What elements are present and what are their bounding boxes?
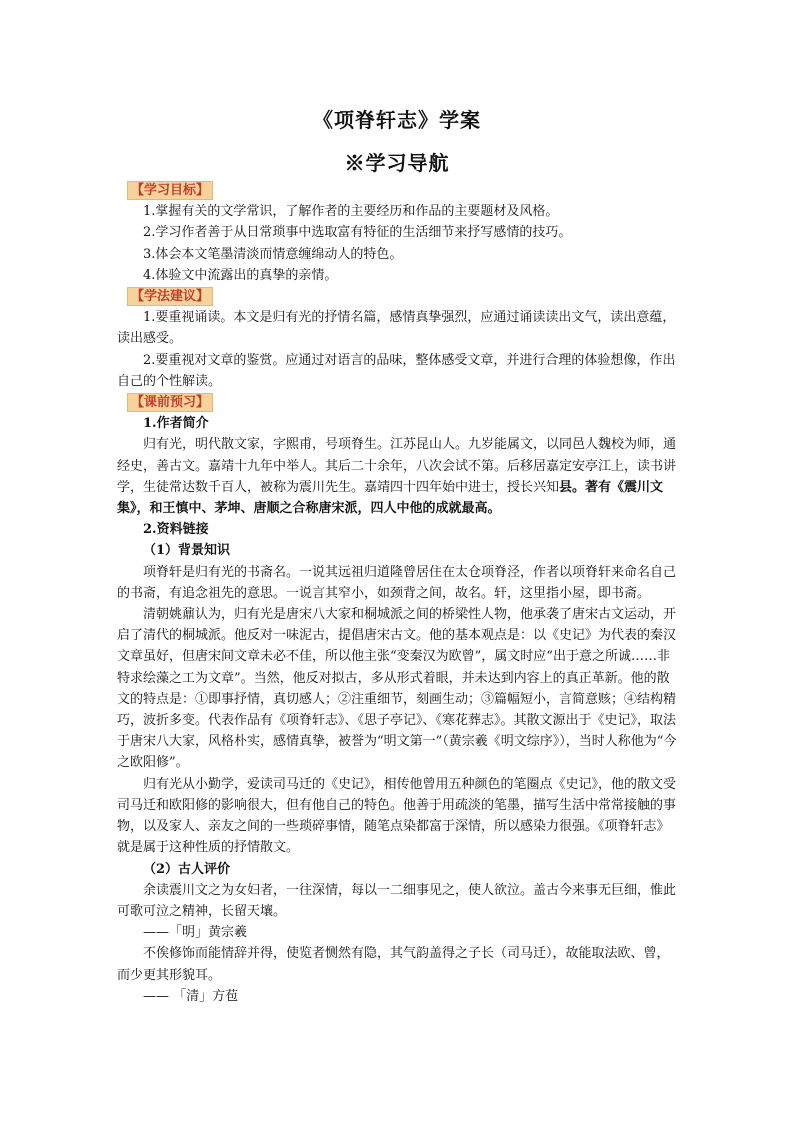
section-heading-goals: 【学习目标】 [127, 181, 213, 200]
author-text-bold: 县。著有《震川文集》，和王慎中、茅坤、唐顺之合称唐宋派，四人中他的成就最高。 [117, 479, 664, 517]
background-paragraph: 归有光从小勤学，爱读司马迁的《史记》，相传他曾用五种颜色的笔圈点《史记》，他的散文受司马迁和欧阳修的影响很大，但有他自己的特色。他善于用疏淡的笔墨，描写生活中常常接触的事物，以及家人、亲友之间的一些琐碎事情，随笔点染都富于深情，所以感染力很强。《项脊轩志》就是属于这种性质的抒情散文。 [117, 776, 677, 856]
section-heading-preview: 【课前预习】 [127, 393, 213, 412]
author-text-normal: 归有光，明代散文家，字熙甫，号项脊生。江苏昆山人。九岁能属文，以同邑人魏校为师，通经史，善古文。嘉靖十九年中举人。其后二十余年，八次会试不第。后移居嘉定安亭江上，读书讲学，生徒常达数千百人，被称为震川先生。嘉靖四十四年始中进士，授长兴知 [117, 437, 677, 495]
background-heading: （1）背景知识 [143, 543, 231, 559]
review-attribution: ——「明」黄宗羲 [143, 925, 248, 941]
section-heading-methods: 【学法建议】 [127, 287, 213, 306]
document-title: 《项脊轩志》学案 [313, 108, 481, 132]
review-attribution: —— 「清」方苞 [143, 988, 239, 1004]
method-item: 2.要重视对文章的鉴赏。应通过对语言的品味，整体感受文章，并进行合理的体验想像，作出自己的个性解读。 [117, 352, 676, 389]
background-paragraph: 清朝姚鼐认为，归有光是唐宋八大家和桐城派之间的桥梁性人物，他承袭了唐宋古文运动，开启了清代的桐城派。他反对一味泥古，提倡唐宋古文。他的基本观点是：以《史记》为代表的秦汉文章虽好，但唐宋间文章未必不佳，所以他主张“变秦汉为欧曾”，属文时应“出于意之所诚……非特求绘藻之工为文章”。当然，他反对拟古，多从形式着眼，并未达到内容上的真正革新。他的散文的特点是：①即事抒情，真切感人；②注重细节，刻画生动；③篇幅短小，言简意赅；④结构精巧，波折多变。代表作品有《项脊轩志》、《思子亭记》、《寒花葬志》。其散文源出于《史记》，取法于唐宋八大家，风格朴实，感情真挚，被誉为“明文第一”（黄宗羲《明文综序》），当时人称他为“今之欧阳修”。 [117, 607, 677, 771]
goal-item: 2.学习作者善于从日常琐事中选取富有特征的生活细节来抒写感情的技巧。 [143, 225, 572, 241]
review-text: 不俟修饰而能情辞并得，使览者恻然有隐，其气韵盖得之子长（司马迁），故能取法欧、曾，而少更其形貌耳。 [117, 946, 670, 983]
reviews-heading: （2）古人评价 [143, 861, 231, 877]
review-text: 余读震川文之为女妇者，一往深情，每以一二细事见之，使人欲泣。盖古今来事无巨细，惟此可歌可泣之精神，长留天壤。 [117, 882, 677, 919]
goal-item: 3.体会本文笔墨清淡而情意缠绵动人的特色。 [143, 246, 403, 262]
method-item: 1.要重视诵读。本文是归有光的抒情名篇，感情真挚强烈，应通过诵读读出文气，读出意蕴，读出感受。 [117, 310, 676, 347]
document-subtitle: ※学习导航 [344, 151, 450, 175]
goal-item: 4.体验文中流露出的真挚的亲情。 [143, 267, 338, 283]
author-heading: 1.作者简介 [143, 416, 209, 432]
goal-item: 1.掌握有关的文学常识，了解作者的主要经历和作品的主要题材及风格。 [143, 204, 559, 220]
links-heading: 2.资料链接 [143, 522, 209, 538]
document-body [117, 180, 677, 1007]
author-text [117, 434, 677, 519]
background-paragraph: 项脊轩是归有光的书斋名。一说其远祖归道隆曾居住在太仓项脊泾，作者以项脊轩来命名自己的书斋，有追念祖先的意思。一说言其窄小，如颈背之间，故名。轩，这里指小屋，即书斋。 [117, 564, 677, 601]
